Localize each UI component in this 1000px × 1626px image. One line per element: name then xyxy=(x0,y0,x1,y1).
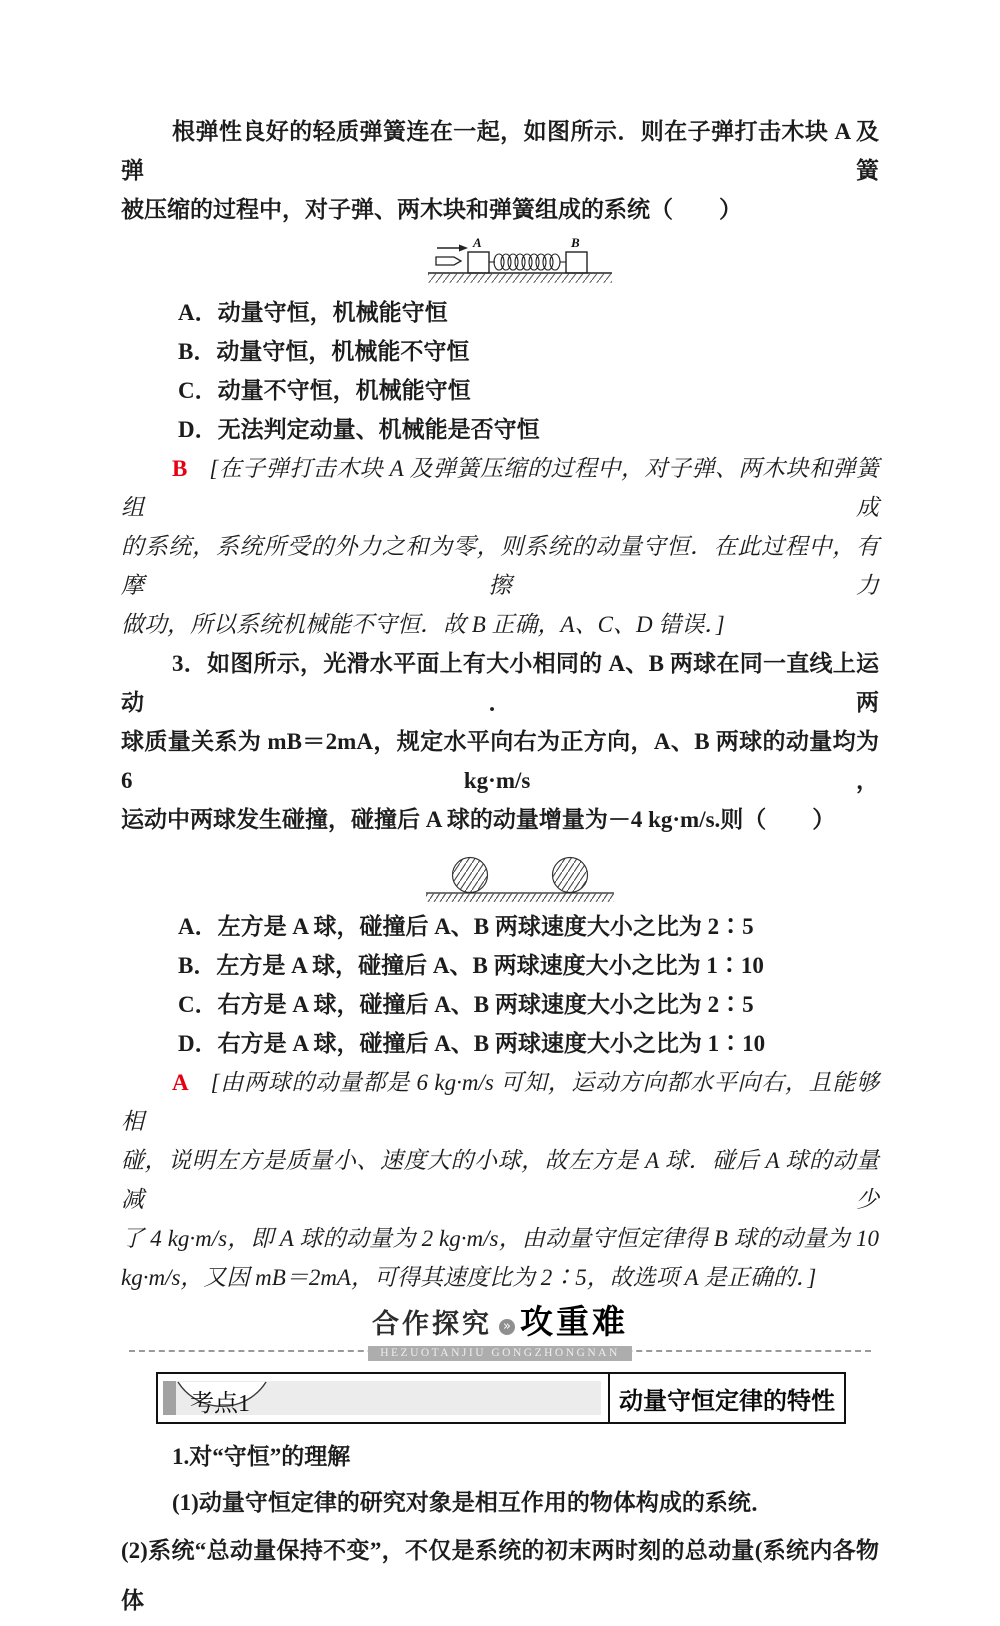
answer2-line-3: 做功，所以系统机械能不守恒．故 B 正确，A、C、D 错误．] xyxy=(121,612,725,637)
answer3-line-2: 碰，说明左方是质量小、速度大的小球，故左方是 A 球．碰后 A 球的动量减少 xyxy=(121,1148,879,1212)
answer3-line-3: 了 4 kg·m/s，即 A 球的动量为 2 kg·m/s，由动量守恒定律得 B 球的动量为 10 xyxy=(121,1226,879,1251)
spring-coil xyxy=(494,254,560,270)
question3-options xyxy=(121,907,879,1063)
answer2-text-1: [在子弹打击木块 A 及弹簧压缩的过程中，对子弹、两木块和弹簧组成 xyxy=(121,456,879,520)
block-a-label: A xyxy=(473,235,482,250)
option-c: C．右方是 A 球，碰撞后 A、B 两球速度大小之比为 2∶5 xyxy=(178,992,754,1017)
section-title-right: 攻重难 xyxy=(520,1303,628,1340)
option-a: A．动量守恒，机械能守恒 xyxy=(178,300,448,325)
answer3-line-1 xyxy=(121,1063,879,1141)
block-b xyxy=(566,252,587,273)
answer2-letter: B xyxy=(172,456,188,481)
ball-right xyxy=(553,858,588,893)
figure2-svg xyxy=(424,845,616,903)
question3-line-2: 球质量关系为 mB＝2mA，规定水平向右为正方向，A、B 两球的动量均为 6 kg·m/s， xyxy=(121,729,879,793)
option-b: B．动量守恒，机械能不守恒 xyxy=(178,339,470,364)
answer3-letter: A xyxy=(172,1070,189,1095)
section-title-left: 合作探究 xyxy=(372,1309,492,1339)
keypoint-tab-area xyxy=(158,1374,608,1422)
velocity-arrow-icon xyxy=(437,245,468,252)
keypoint-tab-label: 考点1 xyxy=(190,1391,250,1417)
option-b: B．左方是 A 球，碰撞后 A、B 两球速度大小之比为 1∶10 xyxy=(178,953,764,978)
option-d: D．右方是 A 球，碰撞后 A、B 两球速度大小之比为 1∶10 xyxy=(178,1031,766,1056)
figure1-svg xyxy=(424,235,616,289)
ball-left xyxy=(453,858,488,893)
arrow-badge-icon: » xyxy=(499,1319,515,1335)
note-item-1: (1)动量守恒定律的研究对象是相互作用的物体构成的系统． xyxy=(172,1490,774,1515)
figure2-two-balls xyxy=(121,839,879,907)
keypoint-title: 动量守恒定律的特性 xyxy=(608,1374,844,1422)
note-heading: 1.对“守恒”的理解 xyxy=(172,1444,351,1469)
answer2-line-1 xyxy=(121,449,879,527)
notes-block xyxy=(121,1434,879,1626)
question3-block xyxy=(121,644,879,839)
section-title xyxy=(121,1303,879,1341)
answer3-text-1: [由两球的动量都是 6 kg·m/s 可知，运动方向都水平向右，且能够相 xyxy=(121,1070,879,1134)
option-d: D．无法判定动量、机械能是否守恒 xyxy=(178,417,540,442)
answer3-line-4: kg·m/s，又因 mB＝2mA，可得其速度比为 2∶5，故选项 A 是正确的．] xyxy=(121,1265,817,1290)
note-item-2: (2)系统“总动量保持不变”，不仅是系统的初末两时刻的总动量(系统内各物体 xyxy=(121,1538,879,1613)
bullet-shape xyxy=(436,257,461,265)
question2-intro xyxy=(121,0,879,229)
block-a xyxy=(468,252,489,273)
ground-hatch xyxy=(428,274,612,283)
question3-line-3: 运动中两球发生碰撞，碰撞后 A 球的动量增量为－4 kg·m/s.则（ ） xyxy=(121,807,836,832)
question2-intro-line-2: 被压缩的过程中，对子弹、两木块和弹簧组成的系统（ ） xyxy=(121,197,742,222)
figure1-spring-blocks xyxy=(121,229,879,293)
answer2-line-2: 的系统，系统所受的外力之和为零，则系统的动量守恒．在此过程中，有摩擦力 xyxy=(121,534,879,598)
answer3-block xyxy=(121,1063,879,1297)
ground-hatch xyxy=(426,894,614,902)
question2-options xyxy=(121,293,879,449)
question3-line-1: 3．如图所示，光滑水平面上有大小相同的 A、B 两球在同一直线上运动．两 xyxy=(121,651,879,715)
block-b-label: B xyxy=(571,235,580,250)
section-banner xyxy=(121,1303,879,1358)
answer2-block xyxy=(121,449,879,644)
question2-intro-line-1: 根弹性良好的轻质弹簧连在一起，如图所示．则在子弹打击木块 A 及弹簧 xyxy=(121,119,879,183)
section-subtitle-row xyxy=(121,1343,879,1358)
keypoint-box xyxy=(156,1372,846,1424)
section-subtitle: HEZUOTANJIU GONGZHONGNAN xyxy=(368,1346,632,1361)
option-a: A．左方是 A 球，碰撞后 A、B 两球速度大小之比为 2∶5 xyxy=(178,914,754,939)
option-c: C．动量不守恒，机械能守恒 xyxy=(178,378,471,403)
